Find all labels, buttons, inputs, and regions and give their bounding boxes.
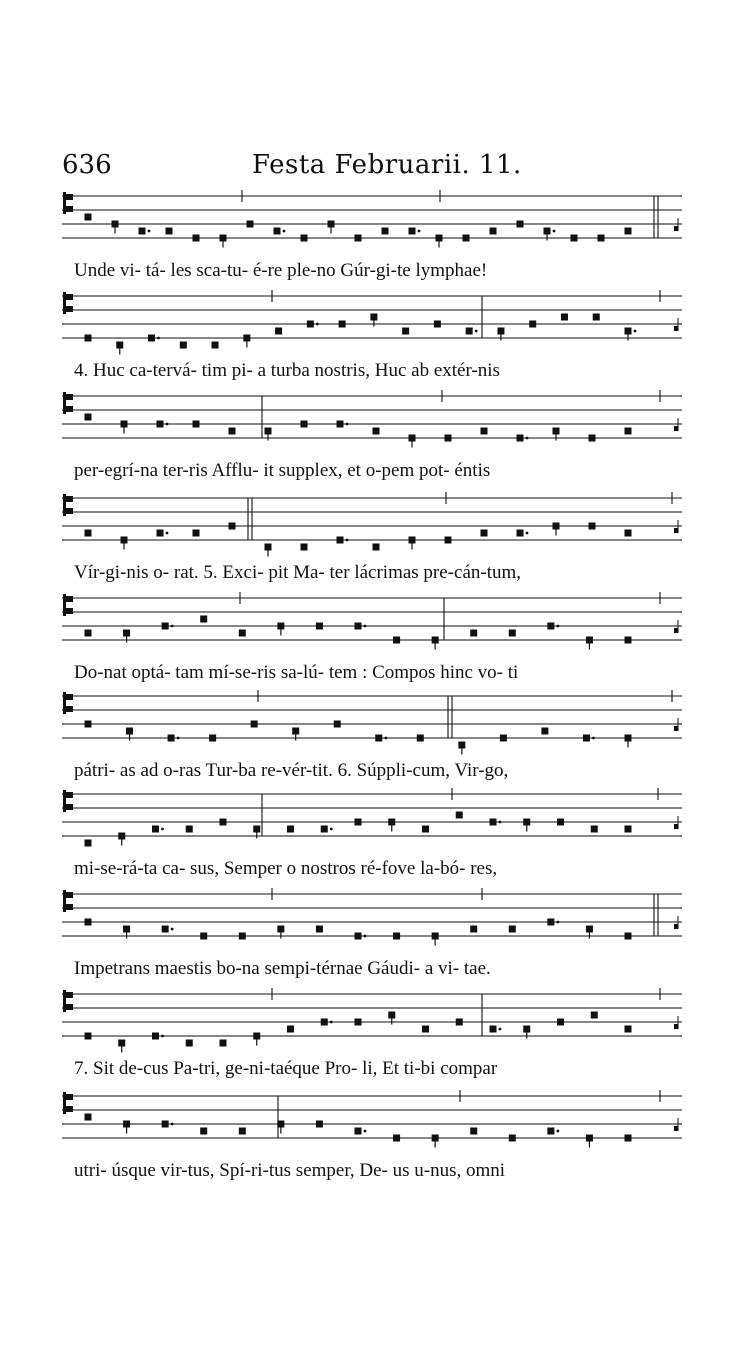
neume — [589, 523, 596, 530]
neume — [157, 421, 169, 428]
neume — [239, 933, 246, 940]
c-clef — [63, 494, 73, 516]
neume — [85, 721, 92, 728]
neume — [625, 1135, 632, 1142]
neume — [247, 221, 254, 228]
neume — [409, 435, 416, 448]
neume — [180, 342, 187, 349]
neume — [168, 735, 180, 742]
neume — [251, 721, 258, 728]
neume — [509, 630, 516, 637]
chant-system — [62, 986, 682, 1081]
neume — [490, 228, 497, 235]
neume — [470, 630, 477, 637]
neume — [200, 616, 207, 623]
neume — [388, 819, 395, 832]
neume — [301, 544, 308, 551]
neume — [373, 544, 380, 551]
lyric-line: 7. Sit de-cus Pa-tri, ge-ni-taéque Pro- li, Et ti-bi compar — [74, 1058, 498, 1079]
neume — [432, 637, 439, 650]
neume — [422, 1026, 429, 1033]
neume — [148, 335, 160, 342]
chant-system — [62, 1088, 682, 1183]
neume — [547, 1128, 559, 1135]
neume — [434, 321, 441, 328]
lyric-line: per-egrí-na ter-ris Afflu- it supplex, et o-pem pot- éntis — [74, 460, 491, 481]
neume — [456, 812, 463, 819]
neume — [162, 623, 174, 630]
neume — [212, 342, 219, 349]
neume — [432, 1135, 439, 1148]
neume — [162, 1121, 174, 1128]
neume — [355, 1019, 362, 1026]
neume — [490, 1026, 502, 1033]
c-clef — [63, 692, 73, 714]
neume — [265, 544, 272, 557]
neume — [85, 335, 92, 342]
neume — [121, 421, 128, 434]
staff — [62, 1088, 682, 1158]
neume — [517, 221, 524, 228]
neume — [625, 637, 632, 644]
neume — [116, 342, 123, 355]
neume — [209, 735, 216, 742]
lyric-line: Unde vi- tá- les sca-tu- é-re ple-no Gúr-gi-te lymphae! — [74, 260, 488, 281]
neume — [625, 826, 632, 833]
c-clef — [63, 192, 73, 214]
neume — [571, 235, 578, 242]
staff — [62, 288, 682, 358]
page-title: Festa Februarii. 11. — [252, 150, 522, 180]
neume — [220, 1040, 227, 1047]
neume — [432, 933, 439, 946]
neume — [316, 623, 323, 630]
neume — [382, 228, 389, 235]
neume — [220, 235, 227, 248]
neume — [301, 235, 308, 242]
neume — [287, 1026, 294, 1033]
neume — [517, 530, 529, 537]
chant-system — [62, 288, 682, 383]
neume — [118, 1040, 125, 1053]
neume — [523, 819, 530, 832]
neume — [166, 228, 173, 235]
neume — [337, 421, 349, 428]
neume — [355, 623, 367, 630]
c-clef — [63, 990, 73, 1012]
c-clef — [63, 1092, 73, 1114]
neume — [470, 926, 477, 933]
neume — [123, 1121, 130, 1134]
c-clef — [63, 392, 73, 414]
lyric-line: Do-nat optá- tam mí-se-ris sa-lú- tem : Compos hinc vo- ti — [74, 662, 519, 683]
chant-system — [62, 886, 682, 981]
neume — [490, 819, 502, 826]
neume — [458, 742, 465, 755]
staff — [62, 188, 682, 258]
neume — [547, 623, 559, 630]
neume — [277, 623, 284, 636]
neume — [541, 728, 548, 735]
neume — [591, 826, 598, 833]
neume — [553, 523, 560, 536]
chant-system — [62, 188, 682, 283]
neume — [463, 235, 470, 242]
neume — [456, 1019, 463, 1026]
neume — [393, 637, 400, 644]
neume — [625, 933, 632, 940]
neume — [152, 1033, 164, 1040]
neume — [193, 530, 200, 537]
neume — [625, 228, 632, 235]
neume — [409, 228, 421, 235]
lyric-line: 4. Huc ca-tervá- tim pi- a turba nostris, Huc ab extér-nis — [74, 360, 500, 381]
chant-system — [62, 688, 682, 783]
neume — [417, 735, 424, 742]
neume — [337, 537, 349, 544]
neume — [229, 428, 236, 435]
neume — [274, 228, 286, 235]
chant-system — [62, 490, 682, 585]
neume — [301, 421, 308, 428]
neume — [589, 435, 596, 442]
neume — [139, 228, 151, 235]
neume — [85, 630, 92, 637]
neume — [422, 826, 429, 833]
page-header — [62, 150, 682, 190]
neume — [186, 826, 193, 833]
staff — [62, 786, 682, 856]
neume — [85, 530, 92, 537]
neume — [307, 321, 319, 328]
neume — [85, 214, 92, 221]
neume — [598, 235, 605, 242]
neume — [586, 1135, 593, 1148]
chant-system — [62, 388, 682, 483]
c-clef — [63, 790, 73, 812]
c-clef — [63, 594, 73, 616]
neume — [334, 721, 341, 728]
neume — [239, 630, 246, 637]
neume — [200, 1128, 207, 1135]
neume — [220, 819, 227, 826]
neume — [509, 926, 516, 933]
neume — [625, 1026, 632, 1033]
neume — [162, 926, 174, 933]
neume — [253, 1033, 260, 1046]
neume — [321, 1019, 333, 1026]
neume — [393, 933, 400, 940]
neume — [393, 1135, 400, 1142]
neume — [466, 328, 478, 335]
neume — [229, 523, 236, 530]
chant-system — [62, 590, 682, 685]
neume — [625, 428, 632, 435]
lyric-line: pátri- as ad o-ras Tur-ba re-vér-tit. 6. Súppli-cum, Vir-go, — [74, 760, 509, 781]
lyric-line: Vír-gi-nis o- rat. 5. Exci- pit Ma- ter lácrimas pre-cán-tum, — [74, 562, 522, 583]
neume — [328, 221, 335, 234]
c-clef — [63, 890, 73, 912]
neume — [355, 1128, 367, 1135]
neume — [275, 328, 282, 335]
neume — [85, 1033, 92, 1040]
staff — [62, 986, 682, 1056]
neume — [544, 228, 556, 241]
neume — [316, 1121, 323, 1128]
neume — [625, 530, 632, 537]
page-number: 636 — [62, 150, 112, 180]
neume — [243, 335, 250, 348]
neume — [193, 421, 200, 428]
neume — [593, 314, 600, 321]
staff — [62, 490, 682, 560]
chant-system — [62, 786, 682, 881]
lyric-line: mi-se-rá-ta ca- sus, Semper o nostros ré-fove la-bó- res, — [74, 858, 498, 879]
neume — [85, 1114, 92, 1121]
lyric-line: Impetrans maestis bo-na sempi-térnae Gáudi- a vi- tae. — [74, 958, 491, 979]
neume — [445, 435, 452, 442]
neume — [547, 919, 559, 926]
neume — [112, 221, 119, 234]
neume — [445, 537, 452, 544]
neume — [517, 435, 529, 442]
neume — [436, 235, 443, 248]
neume — [481, 530, 488, 537]
neume — [85, 840, 92, 847]
neume — [193, 235, 200, 242]
neume — [481, 428, 488, 435]
neume — [500, 735, 507, 742]
neume — [591, 1012, 598, 1019]
lyric-line: utri- úsque vir-tus, Spí-ri-tus semper, De- us u-nus, omni — [74, 1160, 506, 1181]
neume — [375, 735, 387, 742]
neume — [118, 833, 125, 846]
neume — [523, 1026, 530, 1039]
neume — [339, 321, 346, 328]
neume — [200, 933, 207, 940]
staff — [62, 688, 682, 758]
neume — [625, 735, 632, 748]
neume — [586, 637, 593, 650]
staff — [62, 590, 682, 660]
neume — [152, 826, 164, 833]
neume — [121, 537, 128, 550]
neume — [402, 328, 409, 335]
c-clef — [63, 292, 73, 314]
neume — [85, 414, 92, 421]
neume — [583, 735, 595, 742]
neume — [186, 1040, 193, 1047]
neume — [355, 819, 362, 826]
neume — [509, 1135, 516, 1142]
neume — [157, 530, 169, 537]
neume — [529, 321, 536, 328]
neume — [355, 235, 362, 242]
neume — [85, 919, 92, 926]
neume — [373, 428, 380, 435]
neume — [316, 926, 323, 933]
neume — [321, 826, 333, 833]
neume — [557, 1019, 564, 1026]
neume — [355, 933, 367, 940]
staff — [62, 388, 682, 458]
neume — [287, 826, 294, 833]
staff — [62, 886, 682, 956]
neume — [470, 1128, 477, 1135]
neume — [557, 819, 564, 826]
neume — [561, 314, 568, 321]
neume — [409, 537, 416, 550]
neume — [239, 1128, 246, 1135]
